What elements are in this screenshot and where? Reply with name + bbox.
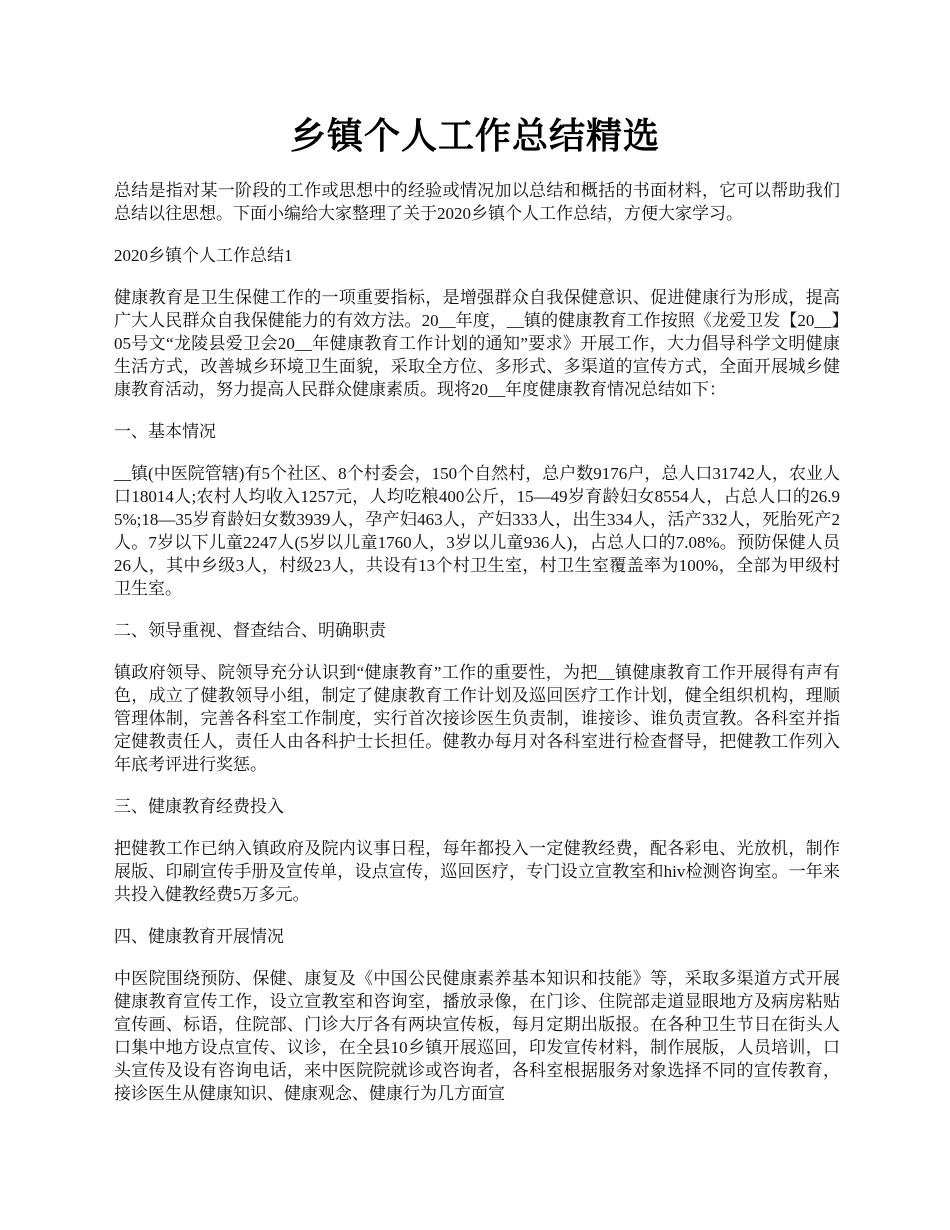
section-heading: 一、基本情况 xyxy=(114,422,216,441)
body-paragraph: 中医院围绕预防、保健、康复及《中国公民健康素养基本知识和技能》等，采取多渠道方式开展健康教育宣传工作，设立宣教室和咨询室，播放录像，在门诊、住院部走道显眼地方及病房粘贴宣传画、标语，住院部、门诊大厅各有两块宣传板，每月定期出版报。在各种卫生节日在街头人口集中地方设点宣传、议诊，在全县10乡镇开展巡回，印发宣传材料，制作展版，人员培训，口头宣传及设有咨询电话，来中医院院就诊或咨询者，各科室根据服务对象选择不同的宣传教育，接诊医生从健康知识、健康观念、健康行为几方面宣 xyxy=(114,969,840,1103)
body-paragraph: 健康教育是卫生保健工作的一项重要指标，是增强群众自我保健意识、促进健康行为形成，提高广大人民群众自我保健能力的有效方法。20__年度，__镇的健康教育工作按照《龙爱卫发【20__】05号文“龙陵县爱卫会20__年健康教育工作计划的通知”要求》开展工作，大力倡导科学文明健康生活方式，改善城乡环境卫生面貌，采取全方位、多形式、多渠道的宣传方式，全面开展城乡健康教育活动，努力提高人民群众健康素质。现将20__年度健康教育情况总结如下： xyxy=(114,288,840,399)
document-title: 乡镇个人工作总结精选 xyxy=(289,115,660,157)
section-heading: 二、领导重视、督查结合、明确职责 xyxy=(114,621,386,640)
section-heading: 四、健康教育开展情况 xyxy=(114,927,284,946)
section-heading: 三、健康教育经费投入 xyxy=(114,797,284,816)
body-paragraph: 把健教工作已纳入镇政府及院内议事日程，每年都投入一定健教经费，配各彩电、光放机，制作展版、印刷宣传手册及宣传单，设点宣传，巡回医疗，专门设立宣教室和hiv检测咨询室。一年来共投入健教经费5万多元。 xyxy=(114,839,840,904)
body-paragraph: __镇(中医院管辖)有5个社区、8个村委会，150个自然村，总户数9176户，总人口31742人，农业人口18014人;农村人均收入1257元，人均吃粮400公斤，15—49岁育龄妇女8554人，占总人口的26.95%;18—35岁育龄妇女数3939人，孕产妇463人，产妇333人，出生334人，活产332人，死胎死产2人。7岁以下儿童2247人(5岁以儿童1760人，3岁以儿童936人)，占总人口的7.08%。预防保健人员26人，其中乡级3人，村级23人，共设有13个村卫生室，村卫生室覆盖率为100%，全部为甲级村卫生室。 xyxy=(114,464,840,598)
intro-paragraph: 总结是指对某一阶段的工作或思想中的经验或情况加以总结和概括的书面材料，它可以帮助我们总结以往思想。下面小编给大家整理了关于2020乡镇个人工作总结，方便大家学习。 xyxy=(114,181,840,223)
body-paragraph: 镇政府领导、院领导充分认识到“健康教育”工作的重要性，为把__镇健康教育工作开展得有声有色，成立了健教领导小组，制定了健康教育工作计划及巡回医疗工作计划，健全组织机构，理顺管理体制，完善各科室工作制度，实行首次接诊医生负责制，谁接诊、谁负责宣教。各科室并指定健教责任人，责任人由各科护士长担任。健教办每月对各科室进行检查督导，把健教工作列入年底考评进行奖惩。 xyxy=(114,663,840,774)
document-body xyxy=(114,179,840,1124)
section-heading: 2020乡镇个人工作总结1 xyxy=(114,246,293,265)
